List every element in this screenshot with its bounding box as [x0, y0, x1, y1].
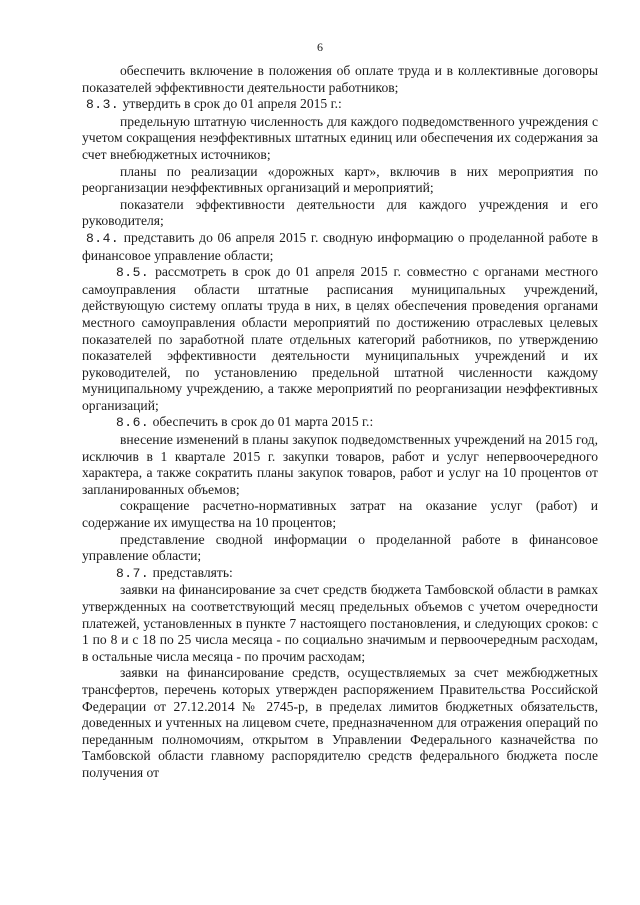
clause-number: 8.4.: [86, 230, 120, 246]
paragraph-text: предельную штатную численность для каждого подведомственного учреждения с учетом сокращения неэффективных штатных единиц или обеспечения их содержания за счет внебюджетных источников;: [82, 113, 598, 162]
paragraph-text: обеспечить в срок до 01 марта 2015 г.:: [152, 414, 374, 430]
clause-number: 8.5.: [116, 265, 150, 281]
paragraph-text: представление сводной информации о проделанной работе в финансовое управление области;: [82, 531, 598, 564]
page-number: 6: [317, 40, 323, 54]
clause-number: 8.7.: [116, 565, 150, 581]
paragraph: [82, 665, 598, 781]
paragraph-text: обеспечить включение в положения об оплате труда и в коллективные договоры показателей эффективности деятельности работников;: [82, 63, 598, 95]
paragraph: [82, 114, 598, 164]
paragraph: [82, 264, 598, 414]
paragraph-text: заявки на финансирование средств, осуществляемых за счет межбюджетных трансфертов, перечень которых утвержден распоряжением Правительства Российской Федерации от 27.12.2014 № 2745-р, в пределах лимитов бюджетных обязательств, доведенных и учтенных на лицевом счете, предназначенном для отражения операций по переданным полномочиям, открытом в Управлении Федерального казначейства по Тамбовской области главному распорядителю средств федерального бюджета после получения от: [82, 665, 598, 780]
paragraph-text: рассмотреть в срок до 01 апреля 2015 г. совместно с органами местного самоуправления области штатные расписания муниципальных учреждений, действующую систему оплаты труда в них, в целях обеспечения проведения органами местного самоуправления области мероприятий по достижению отраслевых целевых показателей по заработной плате отдельных категорий работников, по утверждению показателей эффективности деятельности муниципальных учреждений и их руководителей, по установлению предельной штатной численности каждому муниципальному учреждению, а также мероприятий по реорганизации неэффективных организаций;: [82, 264, 598, 413]
paragraph-text: показатели эффективности деятельности для каждого учреждения и его руководителя;: [82, 196, 598, 229]
paragraph: [82, 498, 598, 531]
clause-number: 8.3.: [86, 97, 120, 113]
paragraph-text: утвердить в срок до 01 апреля 2015 г.:: [122, 96, 342, 112]
paragraph-text: представлять:: [152, 564, 233, 580]
paragraph: [82, 164, 598, 197]
paragraph-text: планы по реализации «дорожных карт», включив в них мероприятия по реорганизации неэффективных организаций и мероприятий;: [82, 163, 598, 196]
clause-number: 8.6.: [116, 415, 150, 431]
paragraph: [82, 532, 598, 565]
paragraph: [82, 197, 598, 230]
paragraph-text: представить до 06 апреля 2015 г. сводную информацию о проделанной работе в финансовое управление области;: [82, 229, 598, 263]
paragraph: [82, 96, 598, 114]
paragraph: [82, 565, 598, 583]
paragraph-text: внесение изменений в планы закупок подведомственных учреждений на 2015 год, исключив в 1 квартале 2015 г. закупки товаров, работ и услуг непервоочередного характера, а также сократить планы закупок товаров, работ и услуг на 10 процентов от запланированных объемов;: [82, 432, 598, 497]
paragraph-text: сокращение расчетно-нормативных затрат на оказание услуг (работ) и содержание их имущества на 10 процентов;: [82, 498, 598, 531]
paragraph: [82, 432, 598, 498]
paragraph: [82, 414, 598, 432]
paragraph: [82, 63, 598, 96]
paragraph: [82, 230, 598, 264]
paragraph-text: заявки на финансирование за счет средств бюджета Тамбовской области в рамках утвержденных на соответствующий месяц предельных объемов с учетом очередности платежей, установленных в пункте 7 настоящего постановления, и следующих сроков: с 1 по 8 и с 18 по 25 числа месяца - по социально значимым и первоочередным расходам, в остальные числа месяца - по прочим расходам;: [82, 582, 598, 664]
paragraph: [82, 582, 598, 665]
document-body: [82, 63, 598, 782]
